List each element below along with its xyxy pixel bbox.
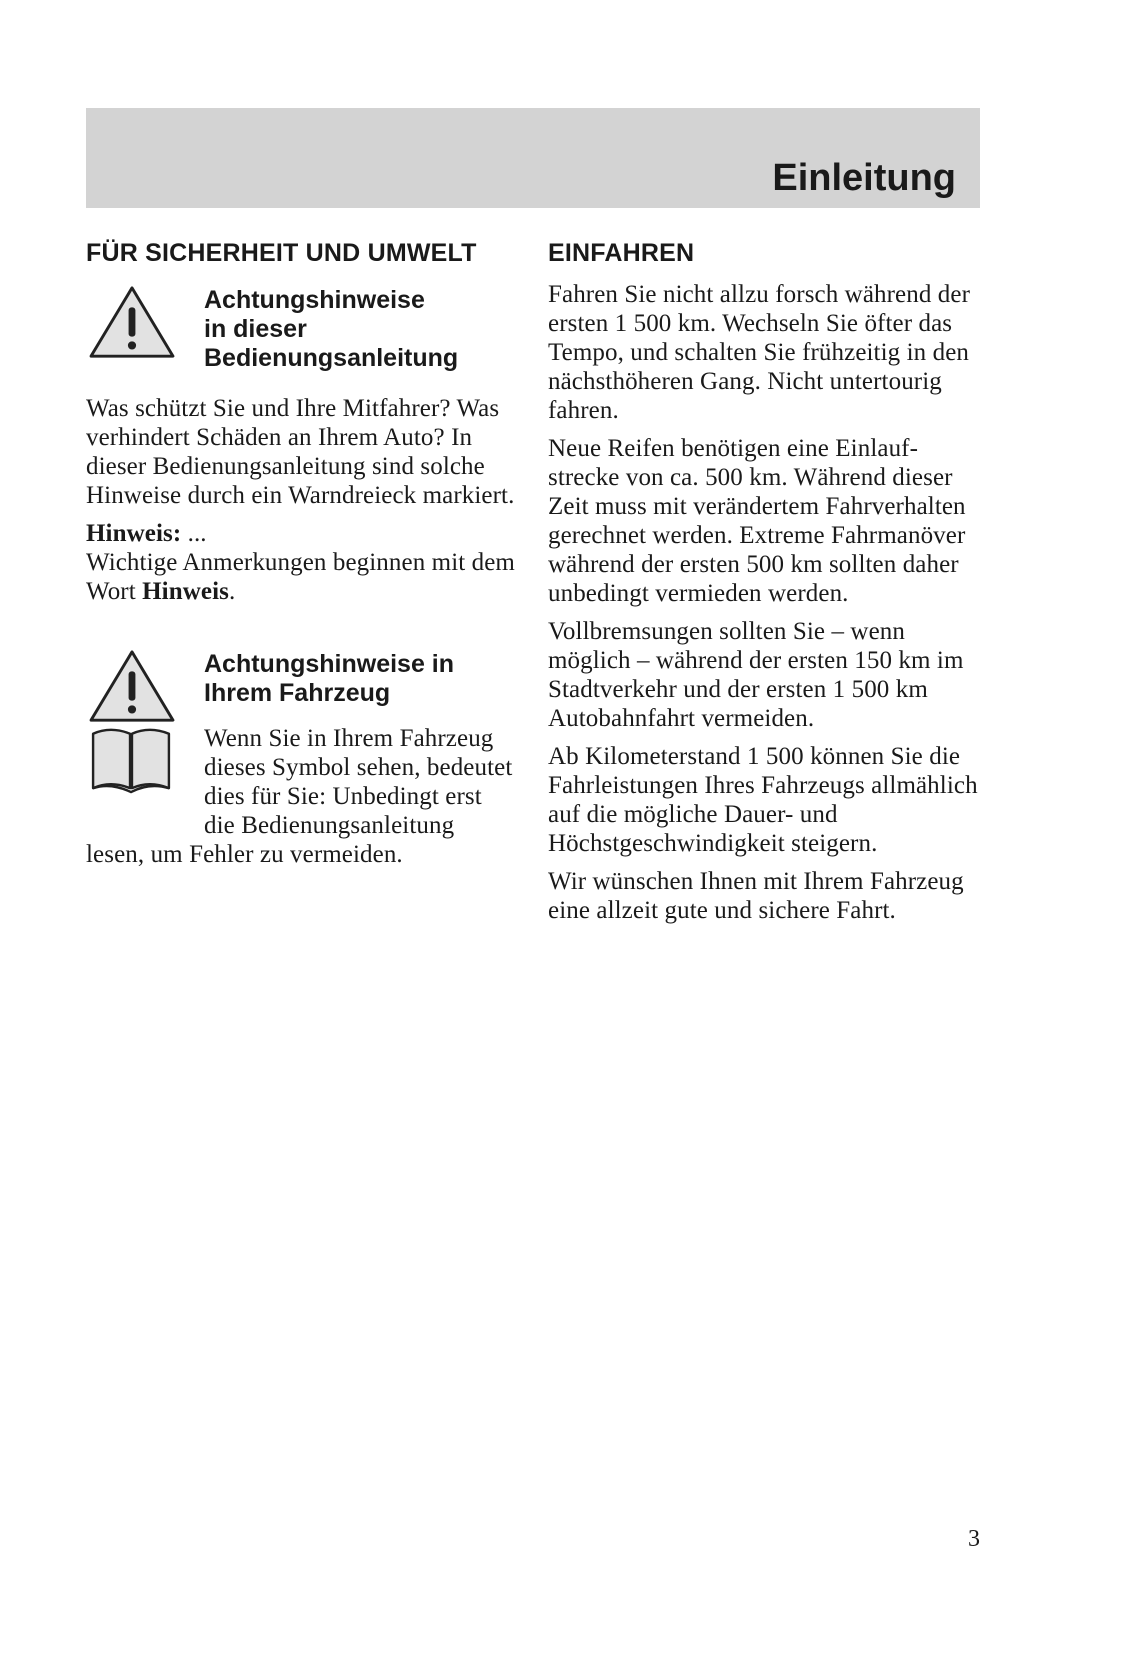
paragraph: Wir wünschen Ihnen mit Ihrem Fahrzeug eine allzeit gute und sichere Fahrt. bbox=[548, 868, 964, 924]
page-title: Einleitung bbox=[772, 157, 956, 199]
book-symbol-block bbox=[86, 724, 518, 869]
note-text-before: Wichtige Anmerkungen beginnen mit dem Wort bbox=[86, 549, 515, 605]
section-heading-break-in: EINFAHREN bbox=[548, 239, 695, 267]
warning-title-line: Achtungshinweise bbox=[204, 286, 425, 314]
warning-body-manual: Was schützt Sie und Ihre Mitfahrer? Was verhindert Schäden an Ihrem Auto? In dieser Bedienungsanleitung sind solche Hinweise durch ein Warndreieck markiert. bbox=[86, 395, 515, 509]
note-text bbox=[86, 548, 518, 606]
warning-triangle-icon bbox=[86, 284, 178, 362]
warning-title-line: Achtungshinweise in bbox=[204, 650, 455, 678]
paragraph: Neue Reifen benötigen eine Einlaufstrecke von ca. 500 km. Während dieser Zeit muss mit verändertem Fahrverhalten gerechnet werden. Extreme Fahrmanöver während der ersten 500 km sollten daher unbedingt vermieden werden. bbox=[548, 435, 966, 607]
note-ellipsis: ... bbox=[181, 520, 207, 547]
warning-block-manual bbox=[86, 280, 518, 390]
warning-triangle-icon bbox=[86, 648, 178, 726]
page-number: 3 bbox=[968, 1526, 980, 1552]
left-column bbox=[86, 236, 518, 878]
paragraph: Fahren Sie nicht allzu forsch während der ersten 1 500 km. Wechseln Sie öfter das Tempo, und schalten Sie frühzeitig in den nächsthöheren Gang. Nicht untertourig fahren. bbox=[548, 281, 971, 424]
note-text-after: . bbox=[228, 578, 236, 605]
note-label: Hinweis: bbox=[86, 520, 182, 547]
note-label-line bbox=[86, 519, 518, 548]
section-heading-safety: FÜR SICHERHEIT UND UMWELT bbox=[86, 239, 477, 267]
warning-body-vehicle: Wenn Sie in Ihrem Fahrzeug dieses Symbol sehen, bedeutet dies für Sie: Unbedingt erst die Bedienungsanleitung lesen, um Fehler zu vermeiden. bbox=[86, 725, 513, 868]
warning-title-line: in dieser bbox=[204, 315, 307, 343]
warning-title-line: Bedienungsanleitung bbox=[204, 344, 459, 372]
warning-title-line: Ihrem Fahrzeug bbox=[204, 679, 391, 707]
header-bar bbox=[86, 108, 980, 208]
paragraph: Ab Kilometerstand 1 500 können Sie die Fahrleistungen Ihres Fahrzeugs allmählich auf die mögliche Dauer- und Höchstgeschwindigkeit steigern. bbox=[548, 743, 978, 857]
open-book-icon bbox=[88, 724, 174, 794]
paragraph: Vollbremsungen sollten Sie – wenn möglich – während der ersten 150 km im Stadtverkehr und der ersten 1 500 km Autobahnfahrt vermeiden. bbox=[548, 618, 964, 732]
right-column bbox=[548, 236, 980, 934]
note-keyword: Hinweis bbox=[142, 578, 229, 605]
warning-block-vehicle bbox=[86, 644, 518, 720]
